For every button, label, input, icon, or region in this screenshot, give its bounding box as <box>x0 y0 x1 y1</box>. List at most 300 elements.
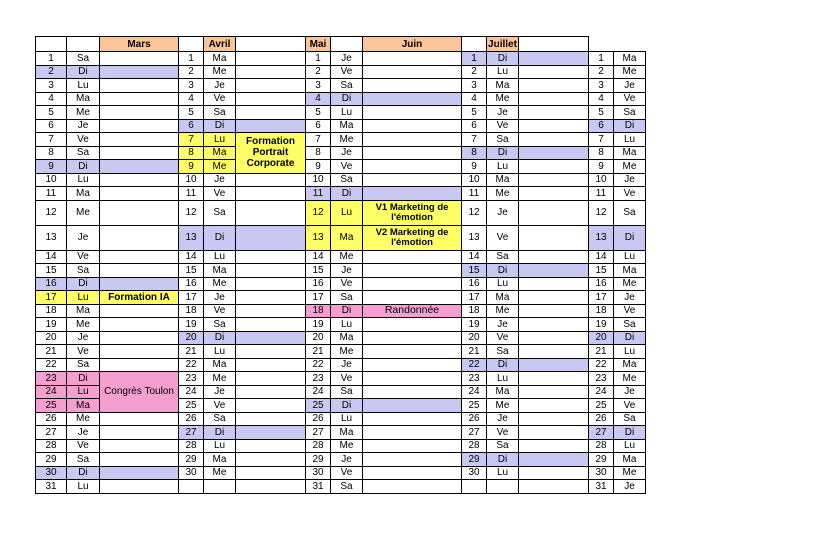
day-name: Sa <box>204 106 236 120</box>
day-name: Lu <box>67 480 100 494</box>
day-number: 2 <box>36 65 67 79</box>
day-number: 21 <box>462 345 487 359</box>
day-number: 9 <box>36 160 67 174</box>
month-header-juillet: Juillet <box>488 38 517 50</box>
day-number: 1 <box>306 52 331 66</box>
day-number: 18 <box>306 304 331 318</box>
day-number: 3 <box>179 79 204 93</box>
day-name: Di <box>614 426 646 440</box>
day-name: Lu <box>67 173 100 187</box>
event-cell <box>236 52 306 66</box>
event-cell <box>363 358 462 372</box>
event-cell <box>236 453 306 467</box>
event-cell <box>363 133 462 147</box>
day-number: 17 <box>462 291 487 305</box>
day-number: 27 <box>589 426 614 440</box>
event-cell <box>236 225 306 250</box>
day-number: 16 <box>179 277 204 291</box>
event-cell <box>519 372 589 386</box>
day-number: 14 <box>306 250 331 264</box>
event-cell <box>363 146 462 160</box>
day-name: Sa <box>67 52 100 66</box>
day-number: 7 <box>179 133 204 147</box>
day-number: 1 <box>36 52 67 66</box>
day-number: 10 <box>589 173 614 187</box>
event-cell <box>519 453 589 467</box>
day-row <box>36 225 781 250</box>
day-number: 30 <box>179 466 204 480</box>
day-name: Ma <box>204 358 236 372</box>
event-cell <box>100 318 179 332</box>
day-number: 5 <box>462 106 487 120</box>
day-name: Di <box>331 187 363 201</box>
day-number: 15 <box>179 264 204 278</box>
day-number: 30 <box>306 466 331 480</box>
day-number: 19 <box>462 318 487 332</box>
day-number: 6 <box>462 119 487 133</box>
day-number: 28 <box>36 439 67 453</box>
day-number: 20 <box>179 331 204 345</box>
day-name: Sa <box>614 106 646 120</box>
day-number: 3 <box>589 79 614 93</box>
day-number: 7 <box>36 133 67 147</box>
day-name: Di <box>204 119 236 133</box>
header-blank <box>236 37 306 52</box>
day-number: 26 <box>179 412 204 426</box>
event-cell <box>519 187 589 201</box>
event-cell <box>100 345 179 359</box>
event-cell <box>100 146 179 160</box>
event-cell <box>100 119 179 133</box>
day-number: 23 <box>589 372 614 386</box>
day-name: Sa <box>614 412 646 426</box>
day-row <box>36 92 781 106</box>
header-blank <box>462 37 487 52</box>
day-number: 20 <box>589 331 614 345</box>
event-cell <box>519 146 589 160</box>
event-cell <box>363 250 462 264</box>
calendar-table <box>35 36 781 494</box>
day-number: 11 <box>179 187 204 201</box>
day-name: Je <box>67 119 100 133</box>
day-number: 12 <box>306 200 331 225</box>
day-name: Me <box>331 133 363 147</box>
event-cell <box>236 480 306 494</box>
day-name: Me <box>331 345 363 359</box>
day-number: 14 <box>589 250 614 264</box>
day-name: Lu <box>331 412 363 426</box>
event-cell <box>236 331 306 345</box>
day-name: Di <box>614 119 646 133</box>
event-cell <box>100 304 179 318</box>
day-number: 3 <box>462 79 487 93</box>
day-number: 29 <box>179 453 204 467</box>
day-number: 27 <box>36 426 67 440</box>
day-name: Ve <box>614 304 646 318</box>
event-cell <box>100 160 179 174</box>
day-name: Ma <box>614 453 646 467</box>
day-number: 2 <box>306 65 331 79</box>
day-row <box>36 412 781 426</box>
day-name: Je <box>67 331 100 345</box>
day-name: Di <box>204 331 236 345</box>
event-cell <box>363 399 462 413</box>
day-name: Ma <box>487 79 519 93</box>
day-name: Ma <box>204 52 236 66</box>
day-row <box>36 426 781 440</box>
event-cell <box>100 106 179 120</box>
day-name: Ma <box>487 291 519 305</box>
day-row <box>36 277 781 291</box>
day-name: Ve <box>204 399 236 413</box>
day-name: Di <box>614 331 646 345</box>
event-cell <box>100 92 179 106</box>
day-name: Ma <box>67 92 100 106</box>
day-row <box>36 291 781 305</box>
event-cell <box>100 264 179 278</box>
day-name: Je <box>331 358 363 372</box>
event-cell <box>100 225 179 250</box>
day-number: 6 <box>306 119 331 133</box>
day-name: Sa <box>204 200 236 225</box>
event-formation-portrait: Formation Portrait Corporate <box>236 133 306 174</box>
day-row <box>36 65 781 79</box>
event-cell <box>236 92 306 106</box>
day-name: Ma <box>614 358 646 372</box>
day-name: Di <box>614 225 646 250</box>
day-number: 29 <box>462 453 487 467</box>
day-number: 27 <box>179 426 204 440</box>
day-name: Ve <box>614 187 646 201</box>
day-number <box>179 480 204 494</box>
day-number: 12 <box>589 200 614 225</box>
day-number: 24 <box>179 385 204 399</box>
day-name: Je <box>67 426 100 440</box>
day-name: Ve <box>67 250 100 264</box>
day-name: Ma <box>331 119 363 133</box>
day-number: 17 <box>179 291 204 305</box>
day-number: 9 <box>306 160 331 174</box>
day-number: 25 <box>589 399 614 413</box>
day-name: Di <box>67 277 100 291</box>
day-number: 13 <box>462 225 487 250</box>
day-row <box>36 345 781 359</box>
event-cell <box>236 106 306 120</box>
day-name: Me <box>614 160 646 174</box>
event-randonnee: Randonnée <box>363 304 462 318</box>
event-cell <box>519 92 589 106</box>
event-cell <box>100 133 179 147</box>
day-number: 18 <box>36 304 67 318</box>
event-cell <box>363 79 462 93</box>
day-number: 7 <box>306 133 331 147</box>
day-number: 24 <box>36 385 67 399</box>
day-number: 21 <box>179 345 204 359</box>
event-cell <box>100 79 179 93</box>
day-number: 6 <box>589 119 614 133</box>
event-cell <box>519 466 589 480</box>
day-name: Lu <box>487 65 519 79</box>
day-name: Lu <box>204 250 236 264</box>
day-number: 7 <box>589 133 614 147</box>
day-number: 24 <box>589 385 614 399</box>
month-header-avril: Avril <box>204 37 236 52</box>
day-name: Je <box>204 385 236 399</box>
event-cell <box>236 173 306 187</box>
month-header-mai: Mai <box>306 37 331 52</box>
event-cell <box>519 331 589 345</box>
day-name: Je <box>487 412 519 426</box>
day-number: 25 <box>179 399 204 413</box>
day-name: Lu <box>614 133 646 147</box>
day-number: 5 <box>36 106 67 120</box>
day-row <box>36 133 781 147</box>
day-number: 4 <box>462 92 487 106</box>
event-cell <box>100 65 179 79</box>
day-row <box>36 372 781 386</box>
day-name: Di <box>487 264 519 278</box>
day-row <box>36 250 781 264</box>
day-name: Je <box>614 385 646 399</box>
event-cell <box>363 173 462 187</box>
day-number: 5 <box>589 106 614 120</box>
event-cell <box>363 480 462 494</box>
day-name: Lu <box>331 318 363 332</box>
header-blank <box>179 37 204 52</box>
event-cell <box>100 187 179 201</box>
day-name: Di <box>487 146 519 160</box>
day-row <box>36 200 781 225</box>
day-number: 24 <box>306 385 331 399</box>
day-number: 11 <box>462 187 487 201</box>
day-name: Lu <box>204 439 236 453</box>
day-name: Me <box>331 439 363 453</box>
event-cell <box>363 318 462 332</box>
event-cell <box>519 345 589 359</box>
header-blank <box>36 37 67 52</box>
day-number: 20 <box>306 331 331 345</box>
day-name: Me <box>614 372 646 386</box>
event-cell <box>363 385 462 399</box>
day-row <box>36 160 781 174</box>
day-name: Ve <box>331 277 363 291</box>
day-number: 10 <box>36 173 67 187</box>
day-number: 22 <box>462 358 487 372</box>
day-name: Sa <box>614 200 646 225</box>
day-name: Di <box>67 160 100 174</box>
day-number <box>462 480 487 494</box>
day-name: Lu <box>204 345 236 359</box>
day-row <box>36 358 781 372</box>
day-name: Ve <box>67 345 100 359</box>
event-cell <box>363 345 462 359</box>
day-number: 18 <box>179 304 204 318</box>
event-cell <box>236 372 306 386</box>
day-number: 10 <box>306 173 331 187</box>
event-cell <box>519 426 589 440</box>
event-cell <box>363 106 462 120</box>
day-name: Ma <box>331 426 363 440</box>
day-name: Sa <box>204 412 236 426</box>
event-cell <box>100 426 179 440</box>
event-cell <box>236 358 306 372</box>
day-number: 6 <box>179 119 204 133</box>
day-number: 16 <box>589 277 614 291</box>
day-number: 16 <box>36 277 67 291</box>
day-number: 28 <box>179 439 204 453</box>
day-name: Je <box>331 146 363 160</box>
day-name: Ma <box>204 264 236 278</box>
day-name: Di <box>67 372 100 386</box>
day-number: 21 <box>306 345 331 359</box>
day-number: 18 <box>462 304 487 318</box>
day-name: Lu <box>331 106 363 120</box>
day-name: Ma <box>487 173 519 187</box>
event-cell <box>519 52 589 66</box>
day-name: Ve <box>331 65 363 79</box>
day-number: 26 <box>36 412 67 426</box>
day-name: Lu <box>331 200 363 225</box>
day-number: 10 <box>179 173 204 187</box>
day-number: 25 <box>306 399 331 413</box>
day-number: 4 <box>306 92 331 106</box>
day-name: Je <box>614 79 646 93</box>
day-name: Ve <box>331 466 363 480</box>
day-name: Sa <box>331 385 363 399</box>
day-name: Me <box>487 187 519 201</box>
day-name: Ve <box>204 304 236 318</box>
day-number: 9 <box>589 160 614 174</box>
event-cell <box>519 439 589 453</box>
day-name: Ve <box>487 119 519 133</box>
day-number: 4 <box>589 92 614 106</box>
day-name: Me <box>614 466 646 480</box>
day-name: Lu <box>204 133 236 147</box>
day-number: 12 <box>36 200 67 225</box>
event-cell <box>363 160 462 174</box>
day-number: 28 <box>306 439 331 453</box>
day-name: Me <box>487 304 519 318</box>
day-name <box>204 480 236 494</box>
day-number: 31 <box>589 480 614 494</box>
event-cell <box>236 345 306 359</box>
day-number: 23 <box>462 372 487 386</box>
day-name: Je <box>487 200 519 225</box>
day-name: Lu <box>487 160 519 174</box>
day-number: 5 <box>179 106 204 120</box>
day-name: Sa <box>67 358 100 372</box>
day-name: Sa <box>331 79 363 93</box>
day-name: Sa <box>331 480 363 494</box>
day-number: 3 <box>306 79 331 93</box>
day-name: Me <box>331 250 363 264</box>
event-cell <box>363 277 462 291</box>
day-name: Me <box>487 92 519 106</box>
day-number: 8 <box>306 146 331 160</box>
day-number: 12 <box>179 200 204 225</box>
day-number: 2 <box>462 65 487 79</box>
event-cell <box>519 358 589 372</box>
day-number: 15 <box>589 264 614 278</box>
day-name: Ma <box>614 264 646 278</box>
day-name: Lu <box>487 466 519 480</box>
event-cell <box>519 160 589 174</box>
header-blank <box>67 37 100 52</box>
day-number: 17 <box>36 291 67 305</box>
day-number: 14 <box>36 250 67 264</box>
day-number: 10 <box>462 173 487 187</box>
event-cell <box>236 399 306 413</box>
day-name: Ma <box>204 146 236 160</box>
day-name: Lu <box>614 250 646 264</box>
day-row <box>36 264 781 278</box>
event-cell <box>519 200 589 225</box>
event-v1-marketing: V1 Marketing de l'émotion <box>363 200 462 225</box>
event-cell <box>363 65 462 79</box>
day-number: 18 <box>589 304 614 318</box>
event-cell <box>519 304 589 318</box>
day-number: 1 <box>462 52 487 66</box>
day-name: Ve <box>614 399 646 413</box>
day-name: Me <box>614 65 646 79</box>
event-cell <box>363 92 462 106</box>
day-name: Ve <box>67 439 100 453</box>
event-cell <box>519 79 589 93</box>
event-cell <box>519 291 589 305</box>
event-v2-marketing: V2 Marketing de l'émotion <box>363 225 462 250</box>
month-header-juin: Juin <box>363 37 462 52</box>
day-row <box>36 304 781 318</box>
day-number: 5 <box>306 106 331 120</box>
day-number: 23 <box>306 372 331 386</box>
day-number: 8 <box>36 146 67 160</box>
day-number: 16 <box>462 277 487 291</box>
day-name: Je <box>487 106 519 120</box>
day-number: 25 <box>462 399 487 413</box>
event-cell <box>519 264 589 278</box>
event-cell <box>100 52 179 66</box>
day-number: 11 <box>589 187 614 201</box>
day-name: Di <box>331 399 363 413</box>
day-number: 30 <box>36 466 67 480</box>
event-cell <box>519 173 589 187</box>
day-number: 26 <box>462 412 487 426</box>
day-number: 21 <box>589 345 614 359</box>
day-number: 14 <box>179 250 204 264</box>
day-number: 28 <box>462 439 487 453</box>
day-number: 19 <box>36 318 67 332</box>
event-cell <box>236 79 306 93</box>
day-number: 13 <box>306 225 331 250</box>
day-number: 24 <box>462 385 487 399</box>
day-name: Je <box>67 225 100 250</box>
day-name: Di <box>67 65 100 79</box>
event-congres-toulon: Congrès Toulon <box>100 372 179 413</box>
event-cell <box>363 372 462 386</box>
day-number: 30 <box>589 466 614 480</box>
event-cell <box>100 412 179 426</box>
header-blank <box>331 37 363 52</box>
day-name: Je <box>204 79 236 93</box>
event-cell <box>519 133 589 147</box>
header-row <box>36 37 781 52</box>
event-cell <box>100 466 179 480</box>
day-name: Lu <box>614 439 646 453</box>
day-name: Ma <box>67 304 100 318</box>
event-cell <box>100 480 179 494</box>
event-cell <box>236 426 306 440</box>
event-cell <box>519 318 589 332</box>
